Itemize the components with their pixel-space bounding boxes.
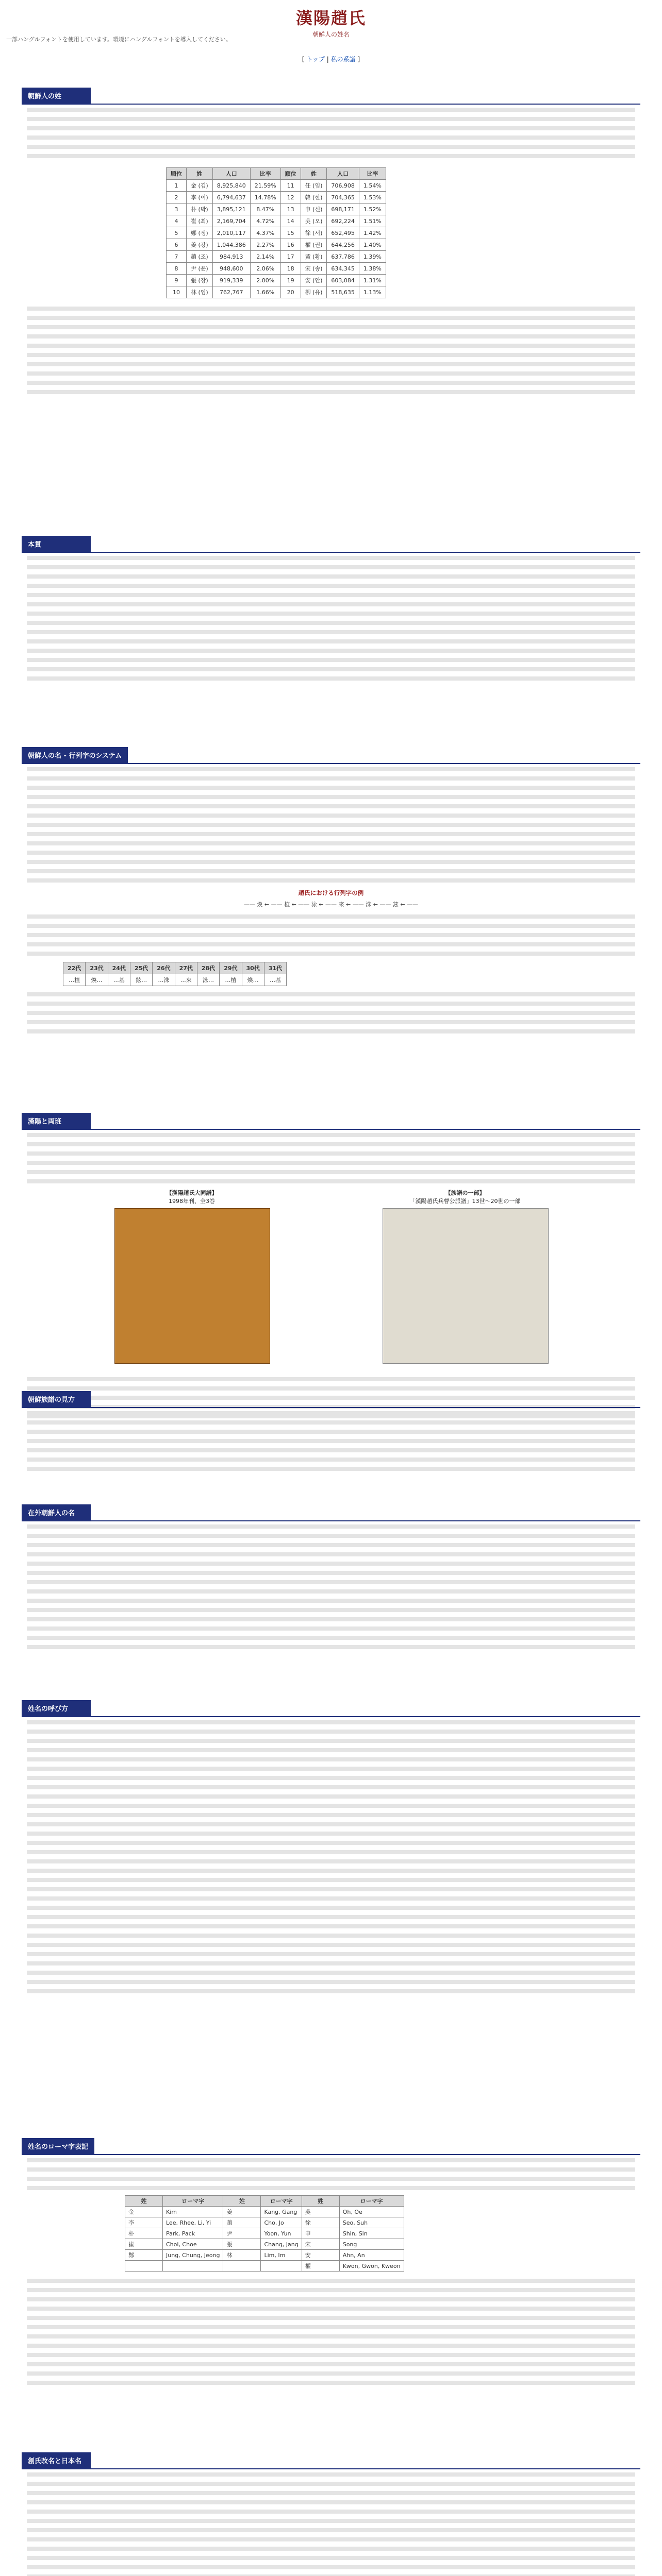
romanization-cell: Shin, Sin — [339, 2228, 404, 2239]
table-cell: 21.59% — [250, 180, 280, 192]
table-header-cell: 比率 — [250, 168, 280, 180]
table-cell: 8.47% — [250, 204, 280, 215]
table-row — [167, 275, 386, 286]
table-cell: 762,767 — [212, 286, 250, 298]
generation-header-cell: 24代 — [108, 962, 130, 974]
surname-table — [166, 167, 386, 298]
table-row — [167, 263, 386, 275]
generation-cell: 煥… — [242, 974, 264, 986]
romanization-cell: Lim, Im — [261, 2250, 302, 2261]
table-row — [167, 180, 386, 192]
generation-header-cell: 28代 — [197, 962, 219, 974]
romanization-cell — [163, 2261, 223, 2272]
generation-header-cell: 29代 — [220, 962, 242, 974]
romanization-cell — [223, 2261, 261, 2272]
table-cell: 948,600 — [212, 263, 250, 275]
table-cell: 1,044,386 — [212, 239, 250, 251]
romanization-cell: 趙 — [223, 2217, 261, 2228]
romanization-cell: 姜 — [223, 2207, 261, 2217]
table-row — [125, 2250, 404, 2261]
romanization-cell: 吳 — [302, 2207, 339, 2217]
table-cell: 11 — [280, 180, 301, 192]
romanization-header-cell: ローマ字 — [261, 2196, 302, 2207]
table-cell: 8 — [167, 263, 187, 275]
romanization-cell: 鄭 — [125, 2250, 163, 2261]
romanization-cell: 申 — [302, 2228, 339, 2239]
photo-left-caption: 1998年刊、全3巻 — [169, 1198, 215, 1205]
section-generation-names — [22, 747, 640, 1039]
romanization-cell: 徐 — [302, 2217, 339, 2228]
section-name-calling — [22, 1700, 640, 1998]
romanization-cell: Kwon, Gwon, Kweon — [339, 2261, 404, 2272]
table-header-cell: 姓 — [301, 168, 327, 180]
table-cell: 644,256 — [327, 239, 359, 251]
table-row — [125, 2228, 404, 2239]
body-text — [27, 108, 635, 158]
romanization-cell: Choi, Choe — [163, 2239, 223, 2250]
genealogy-page-image — [383, 1208, 549, 1364]
section-heading: 本貫 — [22, 536, 91, 552]
table-row — [167, 251, 386, 263]
table-cell: 1.54% — [359, 180, 386, 192]
table-cell: 8,925,840 — [212, 180, 250, 192]
section-surnames — [22, 88, 640, 399]
table-cell: 林 (임) — [187, 286, 213, 298]
table-cell: 20 — [280, 286, 301, 298]
table-row — [167, 215, 386, 227]
table-cell: 3,895,121 — [212, 204, 250, 215]
generation-header-cell: 30代 — [242, 962, 264, 974]
generation-cell: …基 — [108, 974, 130, 986]
romanization-cell: Cho, Jo — [261, 2217, 302, 2228]
breadcrumb-separator: | — [326, 56, 329, 63]
table-row — [125, 2261, 404, 2272]
romanization-cell: Park, Pack — [163, 2228, 223, 2239]
generation-cell: …來 — [175, 974, 197, 986]
romanization-cell — [261, 2261, 302, 2272]
table-header-cell: 順位 — [167, 168, 187, 180]
table-cell: 安 (안) — [301, 275, 327, 286]
section-hanyang-yangban — [22, 1113, 640, 1423]
table-cell: 1.51% — [359, 215, 386, 227]
table-header-cell: 人口 — [327, 168, 359, 180]
table-cell: 692,224 — [327, 215, 359, 227]
genealogy-books-image — [114, 1208, 270, 1364]
table-cell: 4.72% — [250, 215, 280, 227]
table-cell: 2.00% — [250, 275, 280, 286]
table-cell: 宋 (송) — [301, 263, 327, 275]
table-cell: 18 — [280, 263, 301, 275]
generation-cell: 泳… — [197, 974, 219, 986]
section-overseas-names — [22, 1504, 640, 1654]
romanization-cell: 朴 — [125, 2228, 163, 2239]
table-cell: 韓 (한) — [301, 192, 327, 204]
table-cell: 1.42% — [359, 227, 386, 239]
romanization-header-cell: 姓 — [125, 2196, 163, 2207]
table-cell: 5 — [167, 227, 187, 239]
section-heading: 朝鮮族譜の見方 — [22, 1391, 91, 1407]
site-title: 漢陽趙氏 — [295, 8, 366, 28]
table-cell: 6,794,637 — [212, 192, 250, 204]
table-cell: 趙 (조) — [187, 251, 213, 263]
table-cell: 黃 (황) — [301, 251, 327, 263]
romanization-cell: Seo, Suh — [339, 2217, 404, 2228]
section-bongwan — [22, 536, 640, 686]
table-row — [167, 192, 386, 204]
generation-header-cell: 23代 — [86, 962, 108, 974]
table-cell: 15 — [280, 227, 301, 239]
table-cell: 2 — [167, 192, 187, 204]
table-cell: 朴 (박) — [187, 204, 213, 215]
romanization-cell: 尹 — [223, 2228, 261, 2239]
generation-header-cell: 27代 — [175, 962, 197, 974]
table-cell: 12 — [280, 192, 301, 204]
table-cell: 652,495 — [327, 227, 359, 239]
table-cell: 4.37% — [250, 227, 280, 239]
generation-cell: …植 — [220, 974, 242, 986]
table-cell: 19 — [280, 275, 301, 286]
table-cell: 3 — [167, 204, 187, 215]
table-cell: 634,345 — [327, 263, 359, 275]
table-cell: 10 — [167, 286, 187, 298]
table-cell: 徐 (서) — [301, 227, 327, 239]
breadcrumb-genealogy-link[interactable]: 私の系譜 — [330, 56, 356, 63]
breadcrumb — [0, 55, 662, 63]
generation-cell: …洙 — [153, 974, 175, 986]
table-cell: 柳 (유) — [301, 286, 327, 298]
generation-cell: 鉉… — [130, 974, 152, 986]
section-name-change — [22, 2452, 640, 2576]
table-cell: 李 (이) — [187, 192, 213, 204]
romanization-cell: Chang, Jang — [261, 2239, 302, 2250]
table-cell: 1.66% — [250, 286, 280, 298]
table-header-cell: 比率 — [359, 168, 386, 180]
romanization-cell: Yoon, Yun — [261, 2228, 302, 2239]
table-cell: 1.31% — [359, 275, 386, 286]
table-cell: 13 — [280, 204, 301, 215]
generation-chain: —— 煥 ← —— 植 ← —— 泳 ← —— 來 ← —— 洙 ← —— 鉉 ← —— — [243, 901, 419, 908]
generation-cell: 煥… — [86, 974, 108, 986]
table-row — [167, 204, 386, 215]
section-heading: 朝鮮人の名 - 行列字のシステム — [22, 747, 128, 763]
table-cell: 14 — [280, 215, 301, 227]
bracket-close: ] — [357, 56, 360, 63]
table-cell: 申 (신) — [301, 204, 327, 215]
table-cell: 吳 (오) — [301, 215, 327, 227]
photo-right-title: 【族譜の一部】 — [445, 1190, 485, 1196]
table-cell: 518,635 — [327, 286, 359, 298]
generation-cell: …基 — [264, 974, 286, 986]
romanization-cell: Jung, Chung, Jeong — [163, 2250, 223, 2261]
table-cell: 704,365 — [327, 192, 359, 204]
romanization-header-cell: 姓 — [302, 2196, 339, 2207]
table-cell: 任 (임) — [301, 180, 327, 192]
section-heading: 姓名の呼び方 — [22, 1700, 91, 1716]
bracket-open: [ — [302, 56, 305, 63]
section-romanization — [22, 2138, 640, 2390]
table-cell: 1.40% — [359, 239, 386, 251]
table-cell: 尹 (윤) — [187, 263, 213, 275]
romanization-header-cell: ローマ字 — [339, 2196, 404, 2207]
romanization-cell: 崔 — [125, 2239, 163, 2250]
table-cell: 2.27% — [250, 239, 280, 251]
table-row — [167, 239, 386, 251]
generation-cell: …植 — [63, 974, 86, 986]
table-cell: 姜 (강) — [187, 239, 213, 251]
table-cell: 919,339 — [212, 275, 250, 286]
table-cell: 6 — [167, 239, 187, 251]
table-header-cell: 姓 — [187, 168, 213, 180]
romanization-cell: Oh, Oe — [339, 2207, 404, 2217]
table-header-cell: 順位 — [280, 168, 301, 180]
photo-right-caption: 「漢陽趙氏兵曹公派譜」13世～20世の一部 — [409, 1198, 521, 1205]
table-cell: 2,169,704 — [212, 215, 250, 227]
section-heading: 漢陽と両班 — [22, 1113, 91, 1129]
table-cell: 706,908 — [327, 180, 359, 192]
section-genealogy — [22, 1391, 640, 1476]
romanization-cell: Ahn, An — [339, 2250, 404, 2261]
table-cell: 張 (장) — [187, 275, 213, 286]
romanization-cell: 林 — [223, 2250, 261, 2261]
generation-header-cell: 31代 — [264, 962, 286, 974]
romanization-cell — [125, 2261, 163, 2272]
romanization-cell: Song — [339, 2239, 404, 2250]
romanization-header-cell: ローマ字 — [163, 2196, 223, 2207]
table-cell: 1.52% — [359, 204, 386, 215]
table-row — [167, 286, 386, 298]
table-cell: 金 (김) — [187, 180, 213, 192]
romanization-cell: Kang, Gang — [261, 2207, 302, 2217]
table-cell: 984,913 — [212, 251, 250, 263]
table-cell: 1.39% — [359, 251, 386, 263]
site-subtitle: 朝鮮人の姓名 — [312, 31, 350, 38]
table-cell: 2,010,117 — [212, 227, 250, 239]
generation-header-cell: 22代 — [63, 962, 86, 974]
table-cell: 權 (권) — [301, 239, 327, 251]
font-note: 一部ハングルフォントを使用しています。環境にハングルフォントを導入してください。 — [6, 36, 231, 43]
table-cell: 637,786 — [327, 251, 359, 263]
table-cell: 1.13% — [359, 286, 386, 298]
table-cell: 14.78% — [250, 192, 280, 204]
table-cell: 603,084 — [327, 275, 359, 286]
romanization-cell: 權 — [302, 2261, 339, 2272]
table-row — [125, 2207, 404, 2217]
table-cell: 2.14% — [250, 251, 280, 263]
romanization-table — [125, 2195, 404, 2272]
table-cell: 1.38% — [359, 263, 386, 275]
table-cell: 崔 (최) — [187, 215, 213, 227]
table-cell: 1 — [167, 180, 187, 192]
table-cell: 17 — [280, 251, 301, 263]
section-heading: 創氏改名と日本名 — [22, 2452, 91, 2468]
table-cell: 4 — [167, 215, 187, 227]
table-cell: 698,171 — [327, 204, 359, 215]
section-heading: 朝鮮人の姓 — [22, 88, 91, 104]
generation-title: 趙氏における行列字の例 — [298, 889, 364, 896]
table-cell: 9 — [167, 275, 187, 286]
table-cell: 2.06% — [250, 263, 280, 275]
table-header-cell: 人口 — [212, 168, 250, 180]
table-row — [125, 2217, 404, 2228]
romanization-cell: Lee, Rhee, Li, Yi — [163, 2217, 223, 2228]
generation-header-cell: 26代 — [153, 962, 175, 974]
romanization-cell: Kim — [163, 2207, 223, 2217]
romanization-cell: 張 — [223, 2239, 261, 2250]
section-heading: 姓名のローマ字表記 — [22, 2138, 94, 2154]
table-row — [125, 2239, 404, 2250]
generation-table — [63, 962, 287, 986]
table-row — [167, 227, 386, 239]
breadcrumb-top-link[interactable]: トップ — [306, 56, 325, 63]
table-cell: 7 — [167, 251, 187, 263]
section-heading: 在外朝鮮人の名 — [22, 1504, 91, 1520]
romanization-cell: 安 — [302, 2250, 339, 2261]
generation-header-cell: 25代 — [130, 962, 152, 974]
romanization-cell: 宋 — [302, 2239, 339, 2250]
romanization-cell: 李 — [125, 2217, 163, 2228]
romanization-cell: 金 — [125, 2207, 163, 2217]
table-cell: 1.53% — [359, 192, 386, 204]
photo-left-title: 【漢陽趙氏大同譜】 — [166, 1190, 218, 1196]
romanization-header-cell: 姓 — [223, 2196, 261, 2207]
table-cell: 鄭 (정) — [187, 227, 213, 239]
table-cell: 16 — [280, 239, 301, 251]
